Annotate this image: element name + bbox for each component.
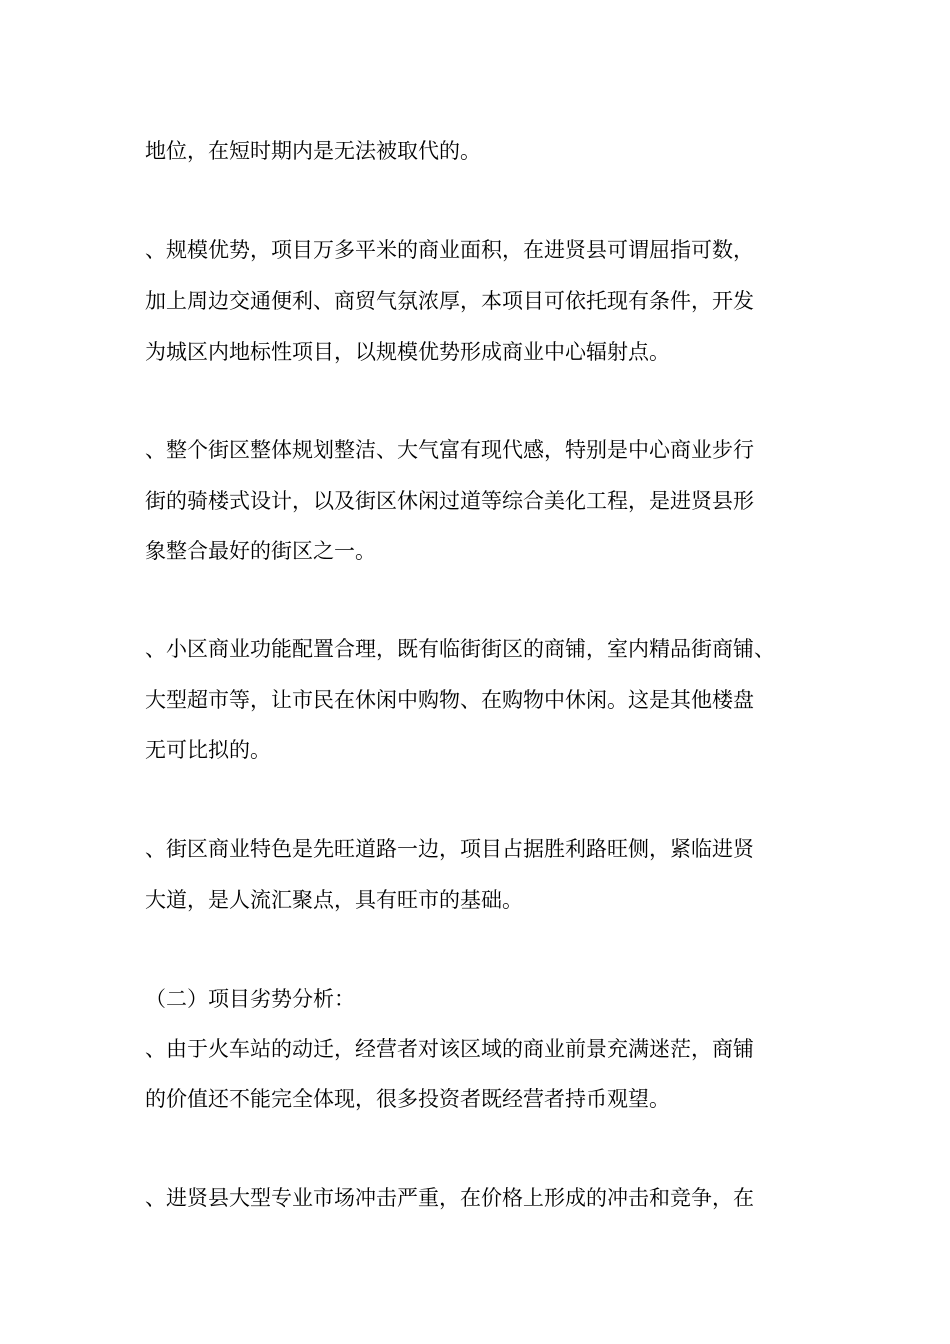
- paragraph-6-line-1: 、由于火车站的动迁，经营者对该区域的商业前景充满迷茫，商铺: [145, 1037, 754, 1061]
- paragraph-3-line-3: 象整合最好的街区之一。: [145, 539, 376, 563]
- paragraph-4-line-2: 大型超市等，让市民在休闲中购物、在购物中休闲。这是其他楼盘: [145, 688, 754, 712]
- paragraph-3-line-1: 、整个街区整体规划整洁、大气富有现代感，特别是中心商业步行: [145, 438, 754, 462]
- paragraph-2-line-1: 、规模优势，项目万多平米的商业面积，在进贤县可谓屈指可数，: [145, 238, 754, 262]
- paragraph-5-line-1: 、街区商业特色是先旺道路一边，项目占据胜利路旺侧，紧临进贤: [145, 837, 754, 861]
- paragraph-4-line-3: 无可比拟的。: [145, 738, 271, 762]
- section-heading: （二）项目劣势分析：: [145, 987, 355, 1011]
- paragraph-4-line-1: 、小区商业功能配置合理，既有临街街区的商铺，室内精品街商铺、: [145, 637, 775, 661]
- paragraph-1-line-1: 地位，在短时期内是无法被取代的。: [145, 139, 481, 163]
- paragraph-2-line-3: 为城区内地标性项目，以规模优势形成商业中心辐射点。: [145, 340, 670, 364]
- paragraph-6-line-2: 的价值还不能完全体现，很多投资者既经营者持币观望。: [145, 1087, 670, 1111]
- paragraph-3-line-2: 街的骑楼式设计，以及街区休闲过道等综合美化工程，是进贤县形: [145, 489, 754, 513]
- paragraph-5-line-2: 大道，是人流汇聚点，具有旺市的基础。: [145, 888, 523, 912]
- paragraph-7-line-1: 、进贤县大型专业市场冲击严重，在价格上形成的冲击和竞争，在: [145, 1186, 754, 1210]
- paragraph-2-line-2: 加上周边交通便利、商贸气氛浓厚，本项目可依托现有条件，开发: [145, 289, 754, 313]
